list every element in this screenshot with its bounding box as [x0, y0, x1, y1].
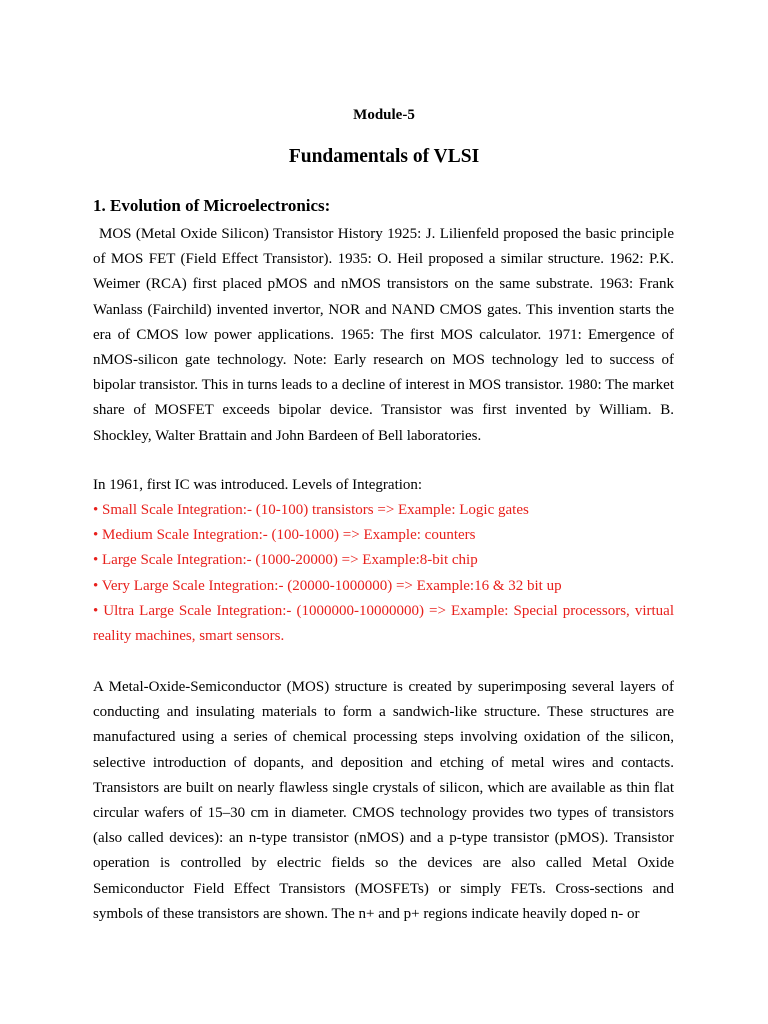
mos-paragraph: A Metal-Oxide-Semiconductor (MOS) structure is created by superimposing several layers of conducting and insulating materials to form a sandwich-like structure. These structures are manufactured using a series of chemical processing steps involving oxidation of the silicon, selective introduction of dopants, and deposition and etching of metal wires and contacts. Transistors are built on nearly flawless single crystals of silicon, which are available as thin flat circular wafers of 15–30 cm in diameter. CMOS technology provides two types of transistors (also called devices): an n-type transistor (nMOS) and a p-type transistor (pMOS). Transistor operation is controlled by electric fields so the devices are also called Metal Oxide Semiconductor Field Effect Transistors (MOSFETs) or simply FETs. Cross-sections and symbols of these transistors are shown. The n+ and p+ regions indicate heavily doped n- or [93, 679, 674, 922]
list-item: • Very Large Scale Integration:- (20000-1000000) => Example:16 & 32 bit up [93, 577, 562, 594]
list-item: • Small Scale Integration:- (10-100) transistors => Example: Logic gates [93, 502, 529, 518]
section-heading: 1. Evolution of Microelectronics: [93, 196, 331, 215]
list-item: • Large Scale Integration:- (1000-20000) => Example:8-bit chip [93, 552, 478, 569]
integration-levels-list [93, 498, 674, 649]
list-item: • Medium Scale Integration:- (100-1000) => Example: counters [93, 527, 476, 544]
levels-intro: In 1961, first IC was introduced. Levels of Integration: [93, 477, 423, 493]
list-item: • Ultra Large Scale Integration:- (1000000-10000000) => Example: Special processors, virtual reality machines, smart sensors. [93, 602, 674, 645]
page-title: Fundamentals of VLSI [288, 146, 480, 167]
module-label: Module-5 [353, 107, 415, 123]
history-paragraph: MOS (Metal Oxide Silicon) Transistor History 1925: J. Lilienfeld proposed the basic principle of MOS FET (Field Effect Transistor). 1935: O. Heil proposed a similar structure. 1962: P.K. Weimer (RCA) first placed pMOS and nMOS transistors on the same substrate. 1963: Frank Wanlass (Fairchild) invented invertor, NOR and NAND CMOS gates. This invention starts the era of CMOS low power applications. 1965: The first MOS calculator. 1971: Emergence of nMOS-silicon gate technology. Note: Early research on MOS technology led to success of bipolar transistor. This in turns leads to a decline of interest in MOS transistor. 1980: The market share of MOSFET exceeds bipolar device. Transistor was first invented by William. B. Shockley, Walter Brattain and John Bardeen of Bell laboratories. [93, 226, 674, 444]
